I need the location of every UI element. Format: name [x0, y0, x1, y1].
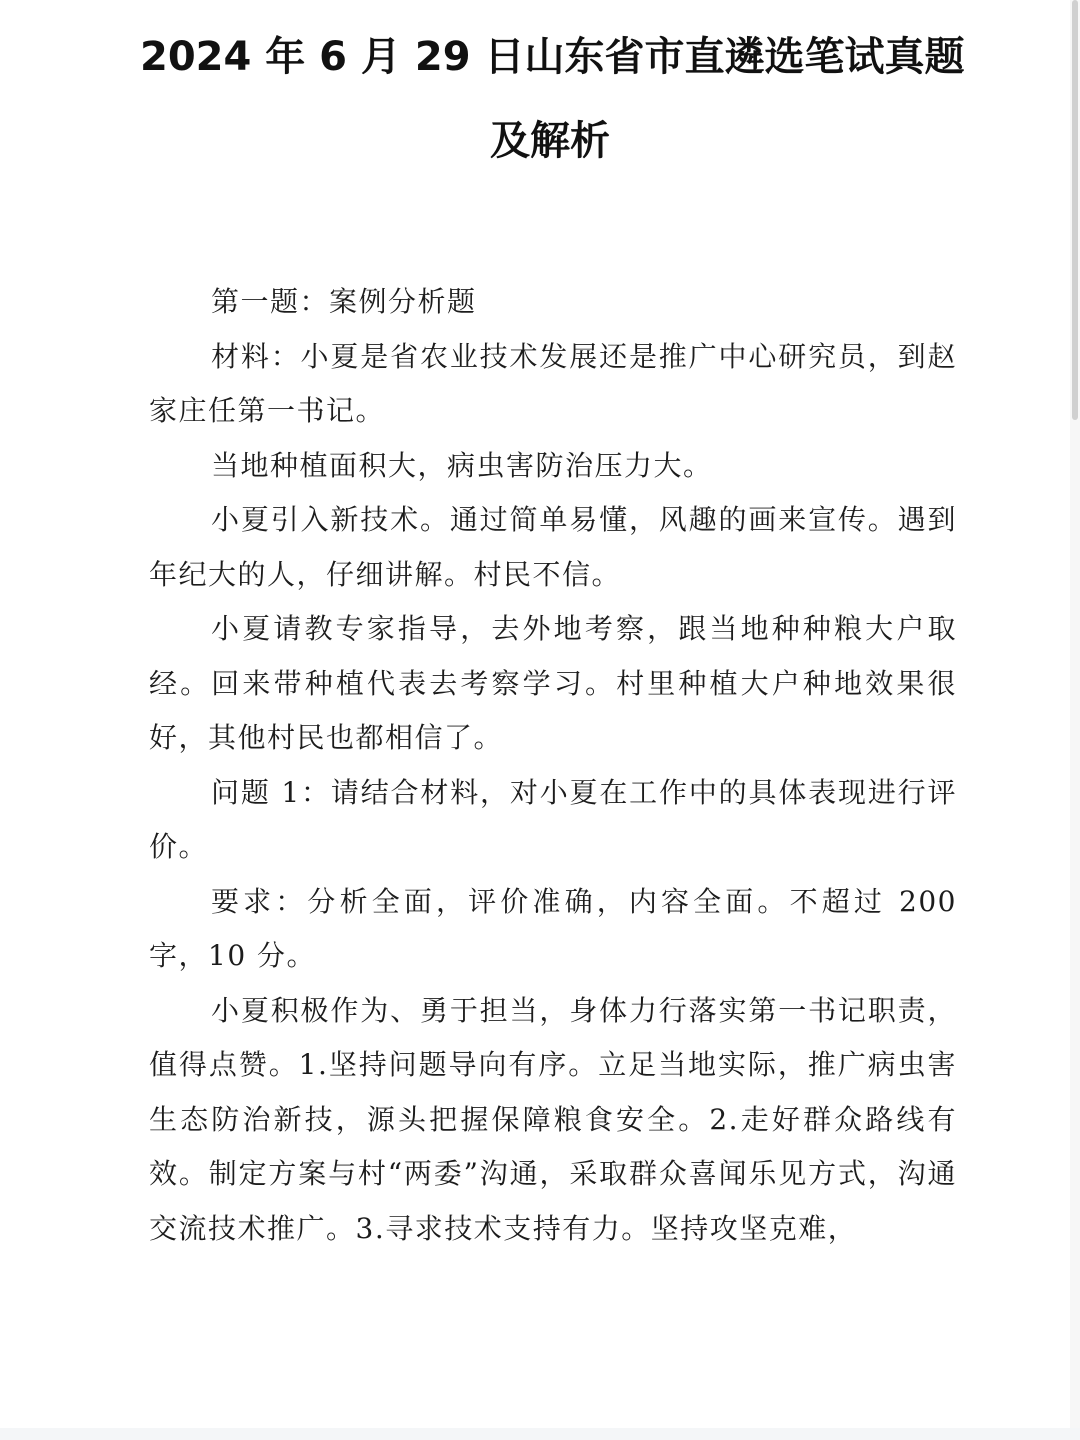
scrollbar-track[interactable] — [1070, 0, 1080, 1440]
page-bottom-strip — [0, 1428, 1080, 1440]
paragraph-expert-guidance: 小夏请教专家指导，去外地考察，跟当地种种粮大户取经。回来带种植代表去考察学习。村里种植大户种地效果很好，其他村民也都相信了。 — [149, 612, 957, 754]
paragraph-new-technology: 小夏引入新技术。通过简单易懂，风趣的画来宣传。遇到年纪大的人，仔细讲解。村民不信。 — [149, 503, 957, 591]
paragraph-material: 材料：小夏是省农业技术发展还是推广中心研究员，到赵家庄任第一书记。 — [149, 339, 957, 427]
paragraph-answer: 小夏积极作为、勇于担当，身体力行落实第一书记职责，值得点赞。1.坚持问题导向有序。立足当地实际，推广病虫害生态防治新技，源头把握保障粮食安全。2.走好群众路线有效。制定方案与村“两委”沟通，采取群众喜闻乐见方式，沟通交流技术推广。3.寻求技术支持有力。坚持攻坚克难， — [149, 993, 957, 1245]
document-body — [149, 275, 957, 1256]
paragraph-requirements: 要求：分析全面，评价准确，内容全面。不超过 200 字，10 分。 — [149, 884, 957, 972]
paragraph-question: 问题 1：请结合材料，对小夏在工作中的具体表现进行评价。 — [149, 775, 957, 863]
section-heading: 第一题：案例分析题 — [211, 285, 477, 318]
document-title-line-1: 2024 年 6 月 29 日山东省市直遴选笔试真题 — [140, 34, 965, 80]
paragraph-background: 当地种植面积大，病虫害防治压力大。 — [211, 448, 713, 482]
scrollbar-thumb[interactable] — [1072, 0, 1078, 420]
document-title-line-2: 及解析 — [490, 118, 610, 164]
